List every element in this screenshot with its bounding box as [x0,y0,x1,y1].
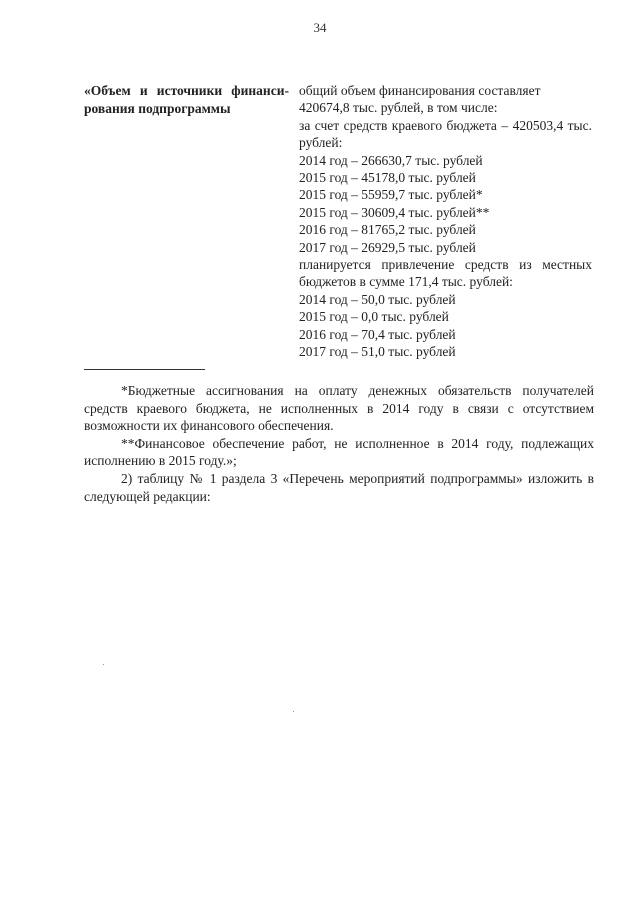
footnote-2: **Финансовое обеспечение работ, не исполненное в 2014 году, подлежащих исполнению в 2015 году.»; [84,435,594,469]
funding-line: за счет средств краевого бюджета – 420503,4 тыс. рублей: [299,117,592,151]
funding-line: 2017 год – 26929,5 тыс. рублей [299,239,476,255]
funding-line: 2015 год – 55959,7 тыс. рублей* [299,187,483,203]
footnote-divider [84,369,205,370]
row-content [299,82,592,361]
funding-line: 2015 год – 0,0 тыс. рублей [299,309,449,325]
amendment-paragraph: 2) таблицу № 1 раздела 3 «Перечень мероприятий подпрограммы» изложить в следующей редакции: [84,470,594,504]
page-number: 34 [313,20,327,35]
funding-line: 2015 год – 45178,0 тыс. рублей [299,170,476,186]
funding-line: общий объем финансирования составляет [299,83,541,98]
funding-line: 2016 год – 70,4 тыс. рублей [299,326,456,342]
funding-line: 420674,8 тыс. рублей, в том числе: [299,100,498,116]
footnote-1: *Бюджетные ассигнования на оплату денежных обязательств получателей средств краевого бюджета, не исполненных в 2014 году в связи с отсутствием возможности их финансового обеспечения. [84,383,594,434]
funding-line: планируется привлечение средств из местных бюджетов в сумме 171,4 тыс. рублей: [299,257,592,290]
document-body [84,382,594,505]
funding-line: 2014 год – 266630,7 тыс. рублей [299,152,483,168]
funding-line: 2015 год – 30609,4 тыс. рублей** [299,204,490,220]
row-label: «Объем и источники финансирования подпрограммы [84,83,289,116]
funding-line: 2016 год – 81765,2 тыс. рублей [299,222,476,238]
funding-line: 2017 год – 51,0 тыс. рублей [299,344,456,360]
funding-line: 2014 год – 50,0 тыс. рублей [299,291,456,307]
